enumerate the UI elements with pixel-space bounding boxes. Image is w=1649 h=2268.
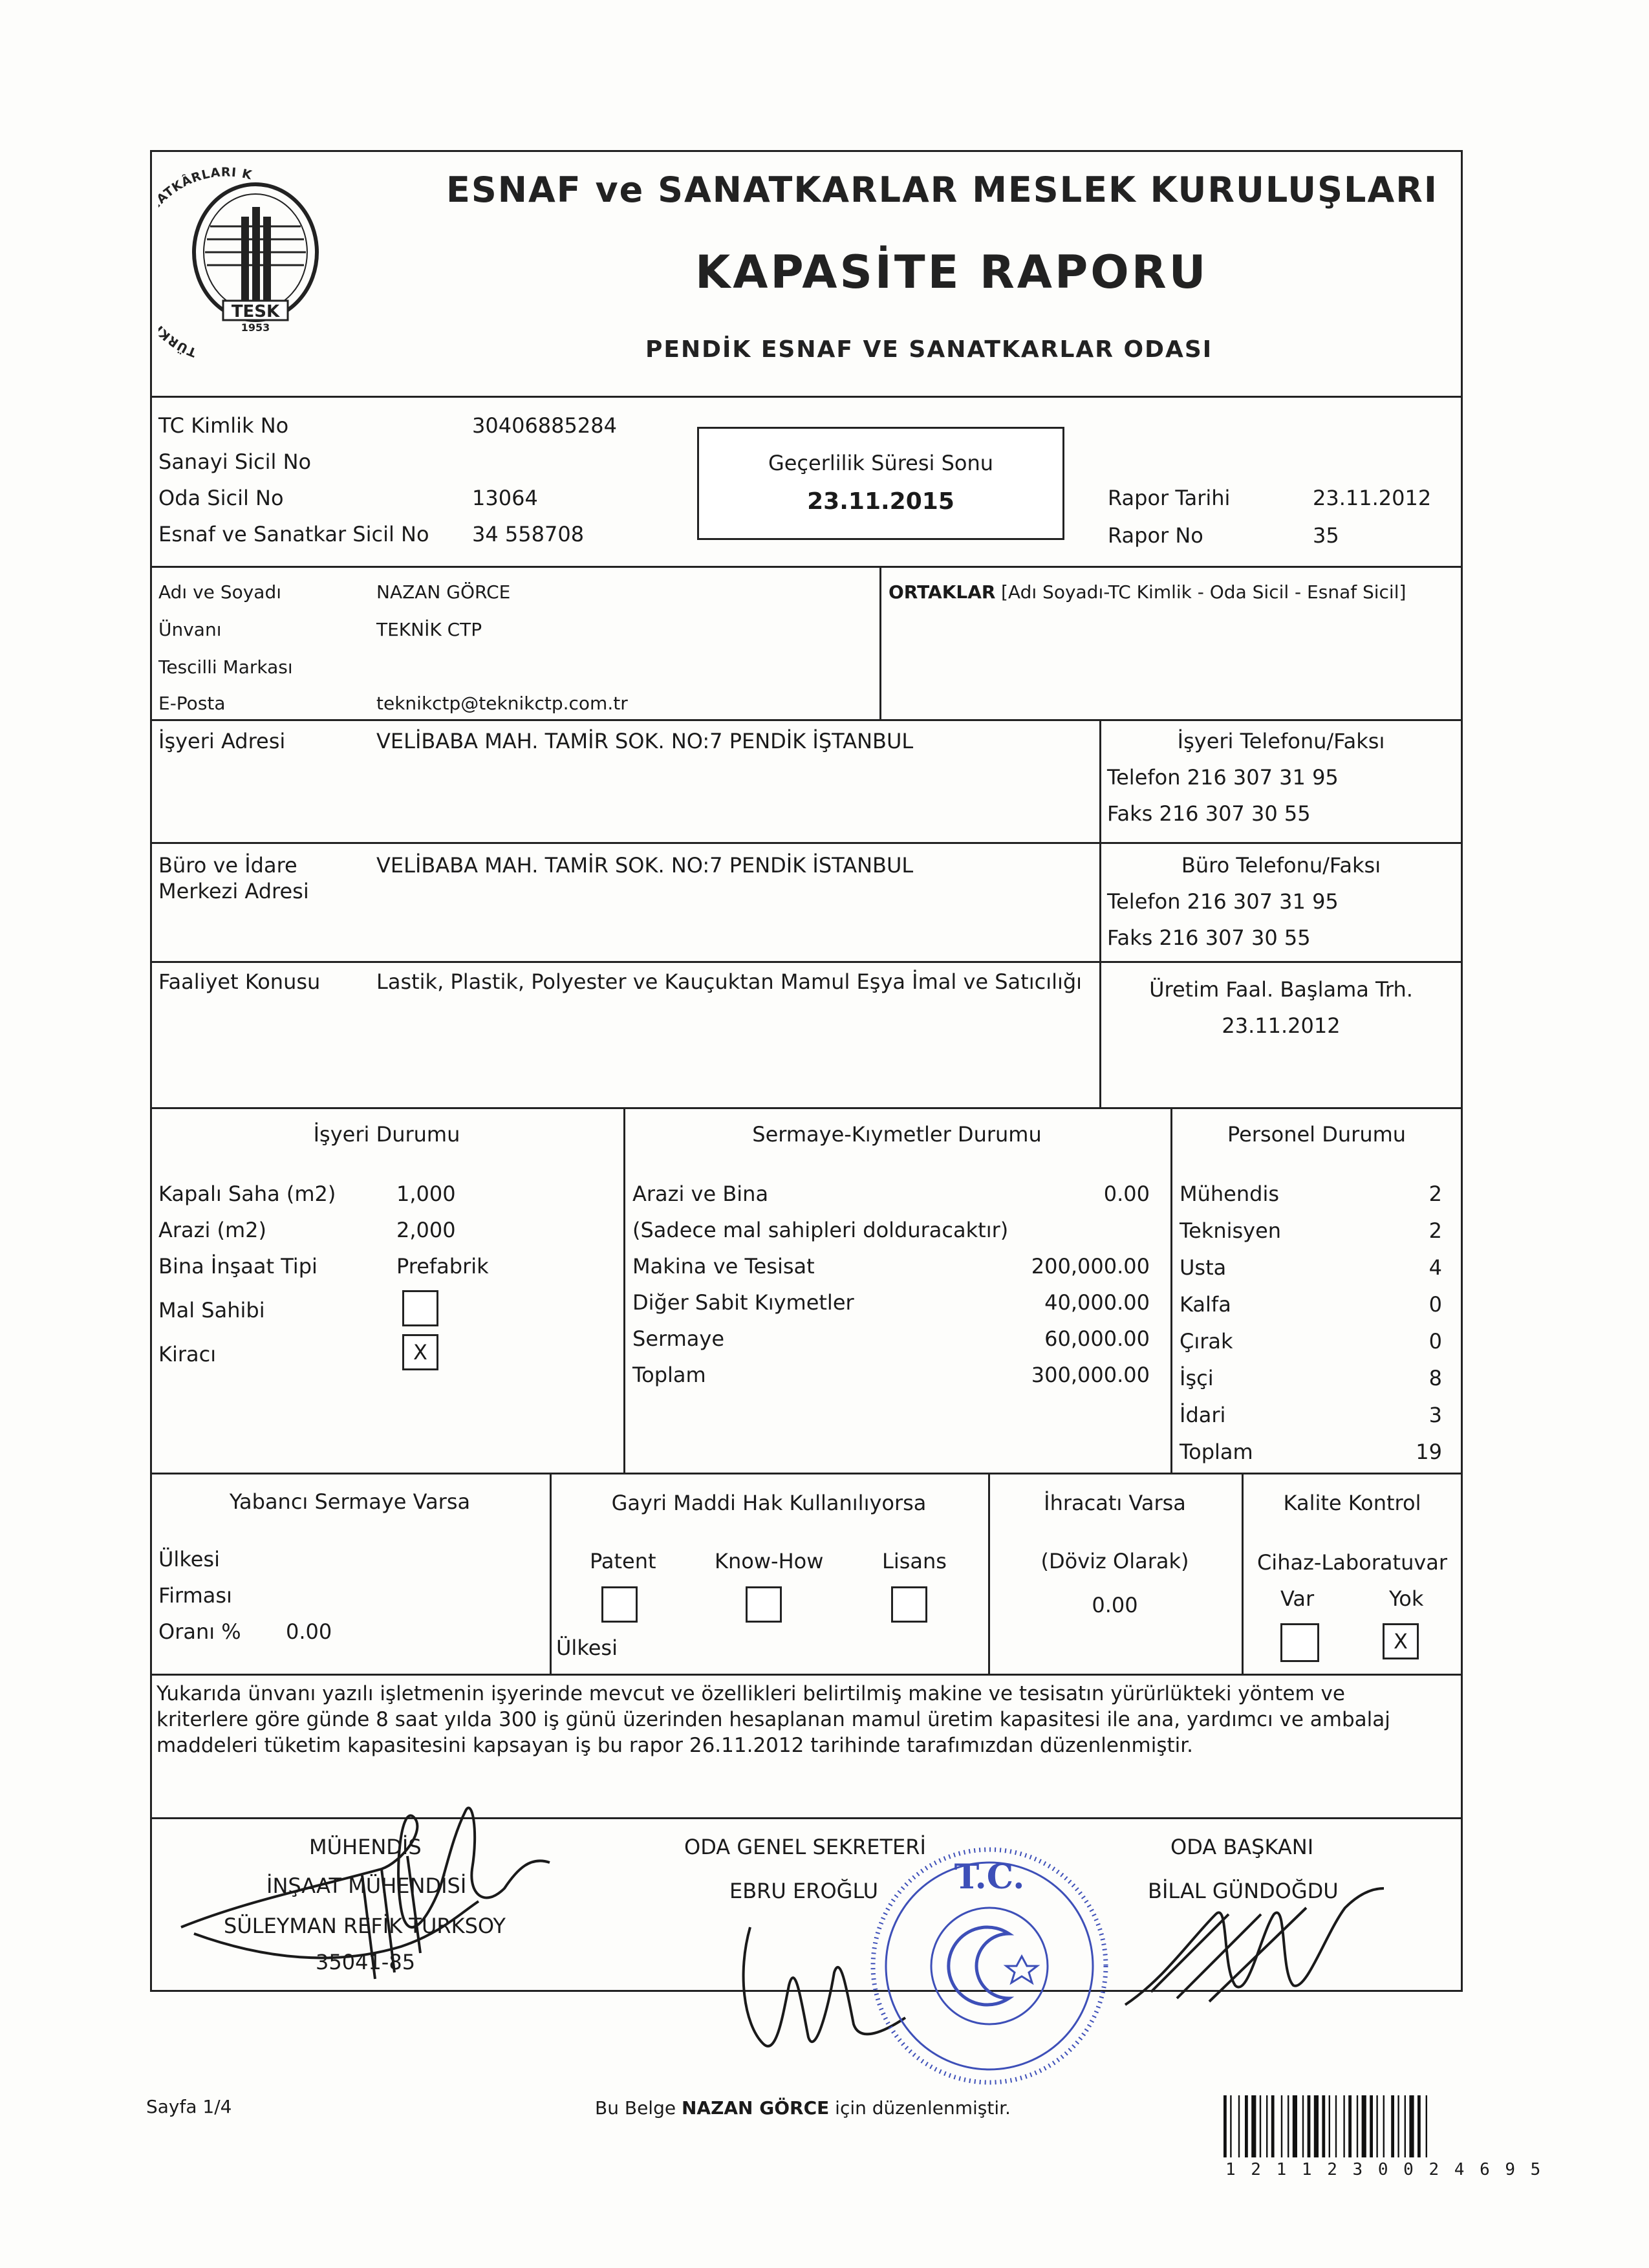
esnaf-sicil-label: Esnaf ve Sanatkar Sicil No: [158, 522, 429, 546]
barcode-bar: [1260, 2095, 1261, 2157]
barcode-bar: [1322, 2095, 1325, 2157]
brand-label: Tescilli Markası: [158, 656, 293, 678]
capital-value: 0.00: [1103, 1182, 1150, 1206]
capital-label: Makina ve Tesisat: [632, 1254, 815, 1279]
work-address-value: VELİBABA MAH. TAMİR SOK. NO:7 PENDİK İŞTANBUL: [376, 729, 914, 753]
issued-post: için düzenlenmiştir.: [835, 2097, 1011, 2119]
engineer-name: SÜLEYMAN REFİK TURKSOY: [224, 1914, 506, 1938]
report-date-value: 23.11.2012: [1313, 486, 1432, 510]
engineer-subtitle: İNŞAAT MÜHENDİSİ: [266, 1874, 467, 1898]
quality-title: Kalite Kontrol: [1283, 1491, 1421, 1515]
statement-line-3: maddeleri tüketim kapasitesini kapsayan iş bu rapor 26.11.2012 tarihinde tarafımızdan düzenlenmiştir.: [156, 1734, 1194, 1757]
barcode-bar: [1251, 2095, 1256, 2157]
partners-label: ORTAKLAR: [889, 581, 996, 603]
logo-ring-text: TÜR TKÂRLARI K: [161, 165, 253, 360]
title-value: TEKNİK CTP: [376, 619, 482, 640]
personnel-value: 8: [1428, 1366, 1442, 1390]
knowhow-label: Know-How: [715, 1549, 824, 1573]
barcode-bar: [1383, 2095, 1385, 2157]
workplace-title: İşyeri Durumu: [313, 1122, 460, 1147]
office-phone-title: Büro Telefonu/Faksı: [1181, 853, 1381, 878]
capital-value: 200,000.00: [1031, 1254, 1150, 1279]
barcode-bar: [1281, 2095, 1282, 2157]
official-stamp: [860, 1837, 1119, 2095]
capital-label: Diğer Sabit Kıymetler: [632, 1290, 854, 1315]
personnel-value: 4: [1428, 1255, 1442, 1280]
workplace-label: Kapalı Saha (m2): [158, 1182, 336, 1206]
barcode-bar: [1370, 2095, 1373, 2157]
oda-sicil-value: 13064: [472, 486, 538, 510]
production-start-value: 23.11.2012: [1222, 1013, 1341, 1038]
issued-for-line: [595, 2099, 1011, 2117]
activity-value: Lastik, Plastik, Polyester ve Kauçuktan Mamul Eşya İmal ve Satıcılığı: [376, 969, 1083, 994]
personnel-label: Usta: [1180, 1255, 1227, 1280]
foreign-rate-value: 0.00: [286, 1619, 332, 1644]
quality-no-label: Yok: [1389, 1586, 1424, 1611]
name-value: NAZAN GÖRCE: [376, 581, 511, 603]
office-address-label-2: Merkezi Adresi: [158, 879, 309, 903]
export-title: İhracatı Varsa: [1044, 1491, 1186, 1515]
work-address-label: İşyeri Adresi: [158, 729, 286, 753]
sanayi-sicil-label: Sanayi Sicil No: [158, 449, 312, 474]
barcode-bar: [1271, 2095, 1275, 2157]
foreign-country-label: Ülkesi: [158, 1547, 220, 1571]
page-number: Sayfa 1/4: [146, 2096, 232, 2117]
secretary-title: ODA GENEL SEKRETERİ: [684, 1835, 926, 1859]
email-label: E-Posta: [158, 693, 226, 714]
name-label: Adı ve Soyadı: [158, 581, 281, 603]
barcode-bar: [1230, 2095, 1231, 2157]
svg-text:1953: 1953: [241, 321, 270, 334]
barcode: [1222, 2095, 1494, 2160]
partners-hint: [Adı Soyadı-TC Kimlik - Oda Sicil - Esnaf Sicil]: [1001, 581, 1406, 603]
barcode-bar: [1302, 2095, 1304, 2157]
engineer-signature: [168, 1791, 569, 1998]
report-no-value: 35: [1313, 523, 1339, 548]
workplace-label: Bina İnşaat Tipi: [158, 1254, 318, 1279]
export-value: 0.00: [1092, 1593, 1138, 1617]
capital-value: 40,000.00: [1044, 1290, 1150, 1315]
president-title: ODA BAŞKANI: [1170, 1835, 1314, 1859]
barcode-bar: [1362, 2095, 1366, 2157]
capital-label: Arazi ve Bina: [632, 1182, 769, 1206]
engineer-number: 35041-85: [316, 1950, 416, 1974]
personnel-label: Çırak: [1180, 1329, 1233, 1354]
doc-title: KAPASİTE RAPORU: [695, 246, 1209, 299]
production-start-label: Üretim Faal. Başlama Trh.: [1149, 977, 1413, 1002]
capital-label: (Sadece mal sahipleri dolduracaktır): [632, 1218, 1009, 1242]
owner-label: Mal Sahibi: [158, 1298, 265, 1323]
export-sub: (Döviz Olarak): [1040, 1549, 1189, 1573]
foreign-rate-label: Oranı %: [158, 1619, 241, 1644]
barcode-bar: [1376, 2095, 1377, 2157]
capital-value: 60,000.00: [1044, 1326, 1150, 1351]
org-title: ESNAF ve SANATKARLAR MESLEK KURULUŞLARI: [446, 169, 1438, 210]
personnel-label: Kalfa: [1180, 1292, 1231, 1317]
personnel-title: Personel Durumu: [1227, 1122, 1406, 1147]
personnel-value: 0: [1428, 1292, 1442, 1317]
oda-sicil-label: Oda Sicil No: [158, 486, 284, 510]
svg-text:TESK: TESK: [231, 302, 280, 321]
secretary-name: EBRU EROĞLU: [729, 1879, 879, 1903]
barcode-bar: [1348, 2095, 1352, 2157]
barcode-number: 1 2 1 1 2 3 0 0 2 4 6 9 5: [1225, 2160, 1544, 2179]
barcode-bar: [1245, 2095, 1248, 2157]
personnel-label: Teknisyen: [1180, 1218, 1282, 1243]
president-signature: [1112, 1875, 1397, 2018]
license-label: Lisans: [882, 1549, 947, 1573]
issued-name: NAZAN GÖRCE: [681, 2097, 830, 2119]
svg-text:T.C.: T.C.: [954, 1857, 1025, 1897]
barcode-bar: [1335, 2095, 1337, 2157]
chamber-name: PENDİK ESNAF VE SANATKARLAR ODASI: [645, 336, 1213, 363]
quality-no-checkbox[interactable]: X: [1383, 1623, 1419, 1659]
barcode-bar: [1314, 2095, 1319, 2157]
activity-label: Faaliyet Konusu: [158, 969, 321, 994]
barcode-bar: [1238, 2095, 1240, 2157]
capital-title: Sermaye-Kıymetler Durumu: [752, 1122, 1042, 1147]
issued-pre: Bu Belge: [595, 2097, 676, 2119]
capital-label: Sermaye: [632, 1326, 724, 1351]
tenant-checkbox[interactable]: X: [402, 1334, 438, 1370]
work-phone-title: İşyeri Telefonu/Faksı: [1177, 729, 1385, 753]
patent-checkbox[interactable]: [601, 1586, 638, 1623]
personnel-value: 2: [1428, 1218, 1442, 1243]
intangible-country-label: Ülkesi: [556, 1636, 618, 1660]
quality-yes-label: Var: [1280, 1586, 1315, 1611]
email-value: teknikctp@teknikctp.com.tr: [376, 693, 628, 714]
barcode-bar: [1391, 2095, 1394, 2157]
personnel-value: 19: [1416, 1440, 1442, 1464]
barcode-bar: [1308, 2095, 1311, 2157]
barcode-bar: [1405, 2095, 1406, 2157]
workplace-value: Prefabrik: [396, 1254, 489, 1279]
owner-checkbox[interactable]: [402, 1290, 438, 1326]
barcode-bar: [1343, 2095, 1344, 2157]
tc-kimlik-value: 30406885284: [472, 413, 617, 438]
personnel-label: İdari: [1180, 1403, 1226, 1427]
personnel-label: Mühendis: [1180, 1182, 1280, 1206]
validity-value: 23.11.2015: [807, 488, 954, 515]
report-no-label: Rapor No: [1108, 523, 1203, 548]
capital-value: 300,000.00: [1031, 1363, 1150, 1387]
engineer-title: MÜHENDİS: [309, 1835, 422, 1859]
quality-yes-checkbox[interactable]: [1280, 1623, 1319, 1662]
office-address-label-1: Büro ve İdare: [158, 853, 297, 878]
personnel-value: 0: [1428, 1329, 1442, 1354]
report-date-label: Rapor Tarihi: [1108, 486, 1231, 510]
statement-line-1: Yukarıda ünvanı yazılı işletmenin işyerinde mevcut ve özellikleri belirtilmiş makine ve tesisatın yürürlükteki yöntem ve: [156, 1682, 1345, 1705]
president-name: BİLAL GÜNDOĞDU: [1148, 1879, 1339, 1903]
barcode-bar: [1329, 2095, 1330, 2157]
work-phone: Telefon 216 307 31 95: [1107, 765, 1339, 790]
barcode-bar: [1266, 2095, 1267, 2157]
validity-label: Geçerlilik Süresi Sonu: [768, 451, 994, 475]
knowhow-checkbox[interactable]: [746, 1586, 782, 1623]
barcode-bar: [1223, 2095, 1227, 2157]
quality-sub: Cihaz-Laboratuvar: [1256, 1550, 1448, 1575]
esnaf-sicil-value: 34 558708: [472, 522, 585, 546]
barcode-bar: [1293, 2095, 1297, 2157]
license-checkbox[interactable]: [891, 1586, 927, 1623]
tc-kimlik-label: TC Kimlik No: [158, 413, 289, 438]
personnel-value: 3: [1428, 1403, 1442, 1427]
tenant-label: Kiracı: [158, 1342, 217, 1366]
tesk-logo: [158, 155, 352, 382]
foreign-title: Yabancı Sermaye Varsa: [229, 1489, 471, 1514]
statement-line-2: kriterlere göre günde 8 saat yılda 300 iş günü üzerinden hesaplanan mamul üretim kapasitesi ile ana, yardımcı ve ambalaj: [156, 1708, 1390, 1731]
title-label: Ünvanı: [158, 619, 222, 640]
barcode-bar: [1288, 2095, 1289, 2157]
personnel-label: Toplam: [1180, 1440, 1253, 1464]
foreign-firm-label: Firması: [158, 1583, 232, 1608]
workplace-value: 2,000: [396, 1218, 456, 1242]
workplace-value: 1,000: [396, 1182, 456, 1206]
personnel-label: İşçi: [1180, 1366, 1214, 1390]
workplace-label: Arazi (m2): [158, 1218, 267, 1242]
validity-box: [697, 427, 1064, 540]
personnel-value: 2: [1428, 1182, 1442, 1206]
barcode-bar: [1409, 2095, 1414, 2157]
barcode-bar: [1397, 2095, 1399, 2157]
capital-label: Toplam: [632, 1363, 706, 1387]
office-phone: Telefon 216 307 31 95: [1107, 889, 1339, 914]
intangible-title: Gayri Maddi Hak Kullanılıyorsa: [611, 1491, 927, 1515]
barcode-bar: [1426, 2095, 1427, 2157]
office-fax: Faks 216 307 30 55: [1107, 925, 1311, 950]
barcode-bar: [1417, 2095, 1421, 2157]
office-address-value: VELİBABA MAH. TAMİR SOK. NO:7 PENDİK İSTANBUL: [376, 853, 914, 878]
patent-label: Patent: [590, 1549, 656, 1573]
work-fax: Faks 216 307 30 55: [1107, 801, 1311, 826]
barcode-bar: [1357, 2095, 1358, 2157]
